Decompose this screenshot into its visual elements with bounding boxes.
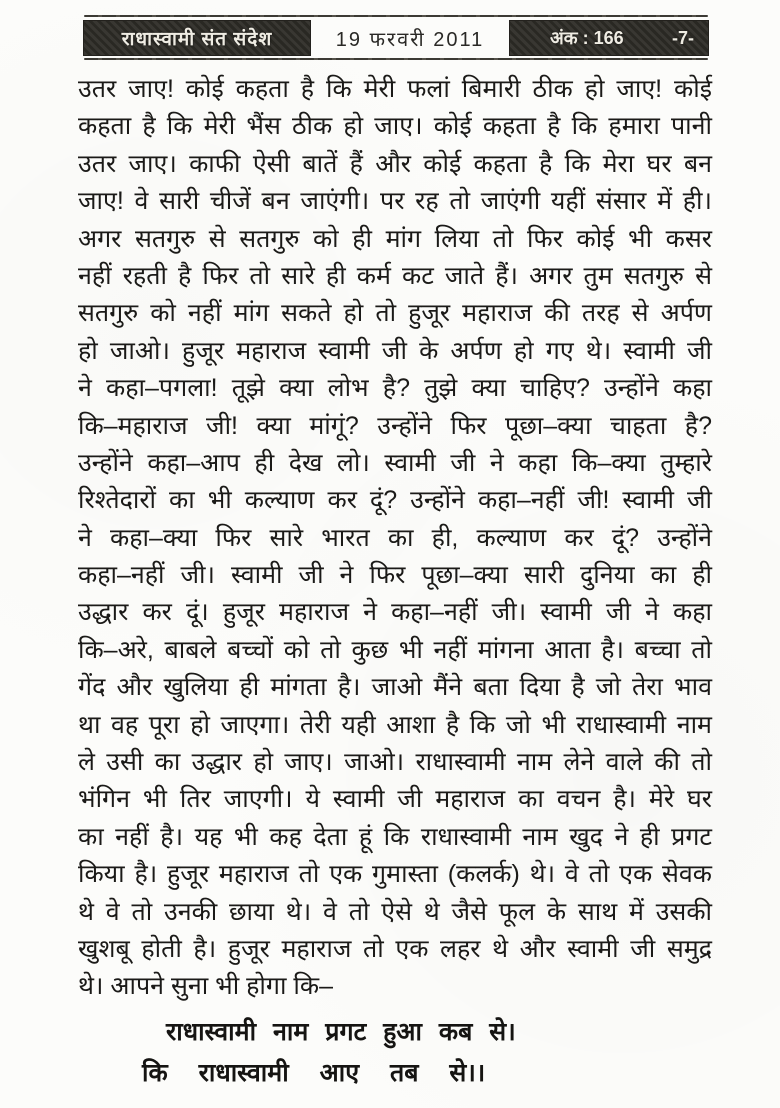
page-number: -7- xyxy=(672,27,694,48)
header-top-rule xyxy=(84,15,708,17)
issue-number: अंक : 166 xyxy=(550,28,624,48)
issue-date: 19 फरवरी 2011 xyxy=(335,28,485,51)
text-line: थे। आपने सुना भी होगा कि– xyxy=(78,972,333,1001)
issue-number-box xyxy=(510,21,708,55)
text-line: कि–अरे, बाबले बच्चों को तो कुछ भी नहीं मांगना आता है। बच्चा तो xyxy=(78,635,712,664)
header-strip xyxy=(84,21,708,55)
text-line: खुशबू होती है। हुजूर महाराज तो एक लहर थे और स्वामी जी समुद्र xyxy=(78,934,712,963)
text-line: भंगिन भी तिर जाएगी। ये स्वामी जी महाराज का वचन है। मेरे घर xyxy=(78,785,712,814)
text-line: ले उसी का उद्धार हो जाए। जाओ। राधास्वामी नाम लेने वाले की तो xyxy=(78,748,712,777)
text-line: उतर जाए! कोई कहता है कि मेरी फलां बिमारी ठीक हो जाए! कोई xyxy=(78,75,712,103)
text-line: अगर सतगुरु से सतगुरु को ही मांग लिया तो फिर कोई भी कसर xyxy=(78,224,712,253)
text-line: ने कहा–पगला! तूझे क्या लोभ है? तुझे क्या चाहिए? उन्होंने कहा xyxy=(78,374,712,403)
text-line: कहता है कि मेरी भैंस ठीक हो जाए। कोई कहता है कि हमारा पानी xyxy=(78,112,712,141)
text-line: गेंद और खुलिया ही मांगता है। जाओ मैंने बता दिया है जो तेरा भाव xyxy=(78,673,712,702)
page-header xyxy=(84,15,708,60)
text-line: नहीं रहती है फिर तो सारे ही कर्म कट जाते हैं। अगर तुम सतगुरु से xyxy=(78,261,712,290)
text-line: जाए! वे सारी चीजें बन जाएंगी। पर रह तो जाएंगी यहीं संसार में ही। xyxy=(78,187,712,216)
text-line: उतर जाए। काफी ऐसी बातें हैं और कोई कहता है कि मेरा घर बन xyxy=(78,149,712,178)
verse-line: कि राधास्वामी आए तब से।। xyxy=(142,1059,486,1087)
text-line: कहा–नहीं जी। स्वामी जी ने फिर पूछा–क्या सारी दुनिया का ही xyxy=(78,561,712,590)
text-line: रिश्तेदारों का भी कल्याण कर दूं? उन्होंने कहा–नहीं जी! स्वामी जी xyxy=(78,486,712,515)
verse-block xyxy=(78,1012,712,1094)
text-line: उन्होंने कहा–आप ही देख लो। स्वामी जी ने कहा कि–क्या तुम्हारे xyxy=(78,448,712,477)
verse-line: राधास्वामी नाम प्रगट हुआ कब से। xyxy=(166,1018,516,1046)
text-line: सतगुरु को नहीं मांग सकते हो तो हुजूर महाराज की तरह से अर्पण xyxy=(78,299,712,328)
text-line: हो जाओ। हुजूर महाराज स्वामी जी के अर्पण हो गए थे। स्वामी जी xyxy=(78,336,712,365)
journal-title: राधास्वामी संत संदेश xyxy=(121,29,273,50)
text-line: थे वे तो उनकी छाया थे। वे तो ऐसे थे जैसे फूल के साथ में उसकी xyxy=(78,897,712,926)
text-line: उद्धार कर दूं। हुजूर महाराज ने कहा–नहीं जी। स्वामी जी ने कहा xyxy=(78,598,712,627)
text-line: ने कहा–क्या फिर सारे भारत का ही, कल्याण कर दूं? उन्होंने xyxy=(78,523,712,552)
text-line: का नहीं है। यह भी कह देता हूं कि राधास्वामी नाम खुद ने ही प्रगट xyxy=(78,822,712,851)
header-bottom-rule xyxy=(84,58,708,60)
journal-title-box xyxy=(84,21,310,55)
issue-date-box xyxy=(310,21,510,55)
text-line: कि–महाराज जी! क्या मांगूं? उन्होंने फिर पूछा–क्या चाहता है? xyxy=(78,411,712,440)
article-body xyxy=(78,71,712,1006)
text-line: था वह पूरा हो जाएगा। तेरी यही आशा है कि जो भी राधास्वामी नाम xyxy=(78,710,712,739)
text-line: किया है। हुजूर महाराज तो एक गुमास्ता (कलर्क) थे। वे तो एक सेवक xyxy=(78,860,712,889)
